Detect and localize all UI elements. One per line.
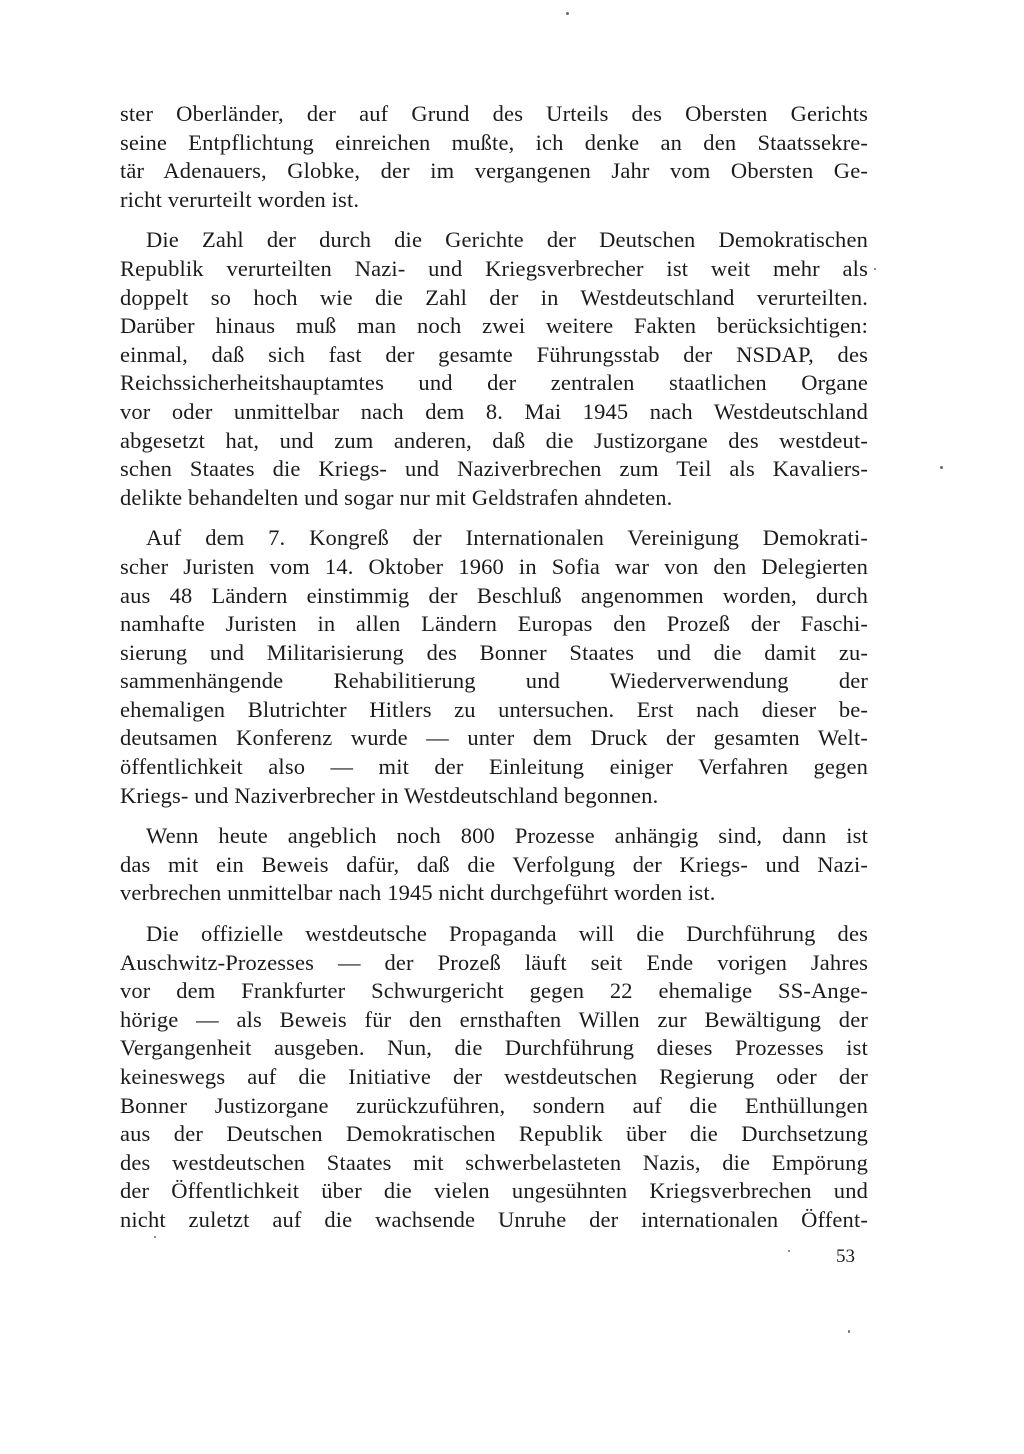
- text-line: Reichssicherheitshauptamtes und der zentralen staatlichen Organe: [120, 370, 868, 396]
- text-line: Die Zahl der durch die Gerichte der Deutschen Demokratischen: [146, 227, 868, 253]
- text-line: Darüber hinaus muß man noch zwei weitere Fakten berücksichtigen:: [120, 313, 868, 339]
- paragraph-4: [120, 822, 868, 908]
- text-line: verbrechen unmittelbar nach 1945 nicht durchgeführt worden ist.: [120, 880, 716, 906]
- text-line: Auf dem 7. Kongreß der Internationalen Vereinigung Demokrati-: [146, 525, 868, 551]
- text-line: hörige — als Beweis für den ernsthaften Willen zur Bewältigung der: [120, 1006, 868, 1032]
- text-line: nicht zuletzt auf die wachsende Unruhe der internationalen Öffent-: [120, 1206, 868, 1232]
- text-line: sierung und Militarisierung des Bonner Staates und die damit zu-: [120, 639, 868, 665]
- text-line: ster Oberländer, der auf Grund des Urteils des Obersten Gerichts: [120, 101, 868, 126]
- scan-speck: [788, 1250, 790, 1252]
- text-line: abgesetzt hat, und zum anderen, daß die Justizorgane des westdeut-: [120, 427, 868, 453]
- text-line: des westdeutschen Staates mit schwerbelasteten Nazis, die Empörung: [120, 1149, 868, 1175]
- text-line: aus der Deutschen Demokratischen Republik über die Durchsetzung: [120, 1121, 868, 1147]
- page-text: [120, 100, 868, 1247]
- text-line: Auschwitz-Prozesses — der Prozeß läuft seit Ende vorigen Jahres: [120, 949, 868, 975]
- page-number: 53: [836, 1246, 855, 1267]
- text-line: namhafte Juristen in allen Ländern Europas den Prozeß der Faschi-: [120, 611, 868, 637]
- paragraph-5: [120, 920, 868, 1235]
- scan-speck: [154, 1236, 156, 1238]
- paragraph-2: [120, 226, 868, 512]
- text-line: delikte behandelten und sogar nur mit Geldstrafen ahndeten.: [120, 484, 673, 510]
- text-line: ehemaligen Blutrichter Hitlers zu untersuchen. Erst nach dieser be-: [120, 696, 868, 722]
- text-line: deutsamen Konferenz wurde — unter dem Druck der gesamten Welt-: [120, 725, 868, 751]
- text-line: Vergangenheit ausgeben. Nun, die Durchführung dieses Prozesses ist: [120, 1035, 868, 1061]
- text-line: Republik verurteilten Nazi- und Kriegsverbrecher ist weit mehr als: [120, 255, 868, 281]
- text-line: Kriegs- und Naziverbrecher in Westdeutschland begonnen.: [120, 782, 659, 808]
- scan-speck: [848, 1330, 850, 1333]
- text-line: keineswegs auf die Initiative der westdeutschen Regierung oder der: [120, 1064, 868, 1089]
- paragraph-3: [120, 524, 868, 810]
- text-line: schen Staates die Kriegs- und Naziverbrechen zum Teil als Kavaliers-: [120, 456, 868, 482]
- text-line: der Öffentlichkeit über die vielen ungesühnten Kriegsverbrechen und: [120, 1178, 868, 1204]
- text-line: einmal, daß sich fast der gesamte Führungsstab der NSDAP, des: [120, 341, 868, 367]
- text-line: Die offizielle westdeutsche Propaganda will die Durchführung des: [146, 921, 868, 947]
- text-line: doppelt so hoch wie die Zahl der in Westdeutschland verurteilten.: [120, 284, 868, 310]
- text-line: scher Juristen vom 14. Oktober 1960 in Sofia war von den Delegierten: [120, 553, 868, 579]
- scan-speck: [940, 466, 943, 469]
- text-line: seine Entpflichtung einreichen mußte, ich denke an den Staatssekre-: [120, 129, 868, 155]
- scan-speck: [566, 12, 569, 15]
- text-line: tär Adenauers, Globke, der im vergangenen Jahr vom Obersten Ge-: [120, 158, 868, 184]
- text-line: sammenhängende Rehabilitierung und Wiederverwendung der: [120, 668, 868, 694]
- text-line: das mit ein Beweis dafür, daß die Verfolgung der Kriegs- und Nazi-: [120, 851, 868, 877]
- text-line: vor dem Frankfurter Schwurgericht gegen 22 ehemalige SS-Ange-: [120, 978, 868, 1004]
- text-line: richt verurteilt worden ist.: [120, 186, 360, 212]
- text-line: aus 48 Ländern einstimmig der Beschluß angenommen worden, durch: [120, 582, 868, 608]
- text-line: Wenn heute angeblich noch 800 Prozesse anhängig sind, dann ist: [146, 823, 868, 849]
- text-line: vor oder unmittelbar nach dem 8. Mai 1945 nach Westdeutschland: [120, 398, 868, 424]
- paragraph-1: [120, 100, 868, 214]
- text-line: Bonner Justizorgane zurückzuführen, sondern auf die Enthüllungen: [120, 1092, 868, 1118]
- text-line: öffentlichkeit also — mit der Einleitung einiger Verfahren gegen: [120, 754, 868, 780]
- scan-speck: [874, 268, 876, 270]
